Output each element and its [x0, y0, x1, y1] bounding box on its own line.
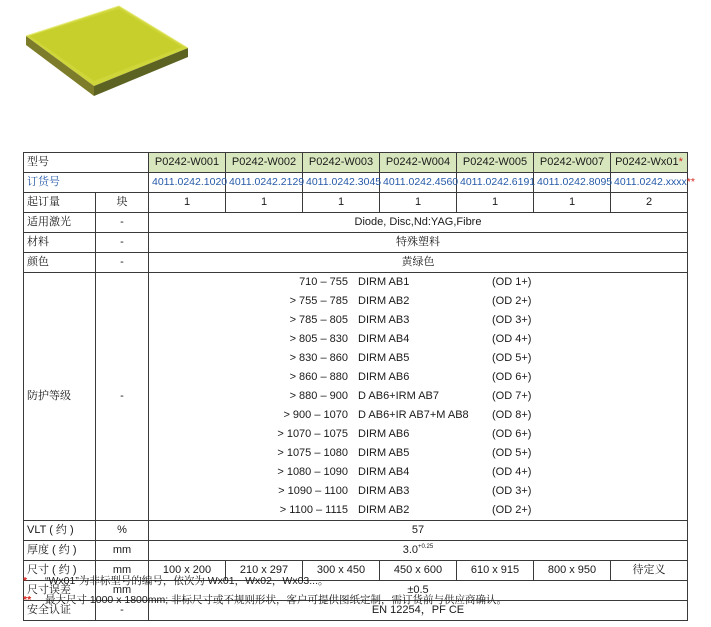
protection-grade: DIRM AB5: [358, 352, 410, 364]
size-tolerance-unit: mm: [96, 581, 149, 601]
protection-item: [152, 463, 684, 482]
protection-grade: DIRM AB1: [358, 276, 410, 288]
protection-grade: DIRM AB4: [358, 333, 410, 345]
wavelength-range: > 1100 – 1115: [279, 504, 348, 516]
min-order-value: 1: [380, 193, 457, 213]
size-value: 210 x 297: [226, 561, 303, 581]
vlt-row: [24, 521, 688, 541]
certification-label: 安全认证: [24, 601, 96, 621]
min-order-value: 1: [534, 193, 611, 213]
laser-filter-panel-image: [22, 4, 192, 104]
protection-item: [152, 311, 684, 330]
protection-grade: D AB6+IRM AB7: [358, 390, 440, 402]
wavelength-range: > 805 – 830: [289, 333, 348, 345]
protection-item: [152, 501, 684, 520]
wavelength-range: > 1080 – 1090: [277, 466, 348, 478]
optical-density: (OD 4+): [492, 333, 532, 345]
vlt-label: VLT ( 约 ): [24, 521, 96, 541]
optical-density: (OD 5+): [492, 352, 532, 364]
wavelength-range: > 1075 – 1080: [277, 447, 348, 459]
protection-grade: DIRM AB2: [358, 295, 410, 307]
thickness-tolerance: +0.25: [418, 544, 434, 550]
size-unit: mm: [96, 561, 149, 581]
order-number: 4011.0242.8095: [534, 173, 611, 193]
min-order-label: 起订量: [24, 193, 96, 213]
size-value: 待定义: [611, 561, 688, 581]
protection-grade: DIRM AB4: [358, 466, 410, 478]
optical-density: (OD 2+): [492, 295, 532, 307]
order-row: [24, 173, 688, 193]
order-number: 4011.0242.4560: [380, 173, 457, 193]
material-row: [24, 233, 688, 253]
optical-density: (OD 6+): [492, 428, 532, 440]
protection-list: [149, 273, 688, 521]
material-unit: -: [96, 233, 149, 253]
protection-item: [152, 349, 684, 368]
protection-item: [152, 444, 684, 463]
size-value: 800 x 950: [534, 561, 611, 581]
thickness-label: 厚度 ( 约 ): [24, 541, 96, 561]
laser-unit: -: [96, 213, 149, 233]
model-cell: P0242-W004: [380, 153, 457, 173]
footnote: [23, 591, 507, 610]
thickness-unit: mm: [96, 541, 149, 561]
certification-unit: -: [96, 601, 149, 621]
spec-table: [23, 152, 695, 621]
wavelength-range: > 1090 – 1100: [278, 485, 348, 497]
order-label: 订货号: [24, 173, 149, 193]
vlt-unit: %: [96, 521, 149, 541]
protection-grade: DIRM AB6: [358, 371, 410, 383]
wavelength-range: > 785 – 805: [289, 314, 348, 326]
model-cell: P0242-W005: [457, 153, 534, 173]
thickness-row: [24, 541, 688, 561]
size-value: 450 x 600: [380, 561, 457, 581]
laser-label: 适用激光: [24, 213, 96, 233]
min-order-value: 2: [611, 193, 688, 213]
color-unit: -: [96, 253, 149, 273]
order-number: 4011.0242.2129: [226, 173, 303, 193]
material-value: 特殊塑料: [149, 233, 688, 253]
wavelength-range: > 880 – 900: [289, 390, 348, 402]
protection-item: [152, 368, 684, 387]
wavelength-range: > 830 – 860: [289, 352, 348, 364]
min-order-value: 1: [149, 193, 226, 213]
size-tolerance-value: ±0.5: [149, 581, 688, 601]
wavelength-range: > 1070 – 1075: [277, 428, 348, 440]
size-label: 尺寸 ( 约 ): [24, 561, 96, 581]
size-value: 300 x 450: [303, 561, 380, 581]
min-order-row: [24, 193, 688, 213]
order-number: 4011.0242.xxxx**: [611, 173, 688, 193]
optical-density: (OD 2+): [492, 504, 532, 516]
color-label: 颜色: [24, 253, 96, 273]
footnote-text: “Wx01”为非标型号的编号，依次为 Wx01，Wx02，Wx03...。: [45, 575, 329, 587]
optical-density: (OD 5+): [492, 447, 532, 459]
protection-item: [152, 482, 684, 501]
footnote: [23, 572, 507, 591]
protection-grade: D AB6+IR AB7+M AB8: [358, 409, 469, 421]
order-number: 4011.0242.3045: [303, 173, 380, 193]
optical-density: (OD 6+): [492, 371, 532, 383]
thickness-value: $3.0^{+0.25}$: [149, 541, 688, 561]
footnote-mark: *: [23, 575, 28, 587]
protection-row: [24, 273, 688, 521]
wavelength-range: > 900 – 1070: [283, 409, 348, 421]
protection-item: [152, 273, 684, 292]
wavelength-range: 710 – 755: [299, 276, 348, 288]
protection-item: [152, 330, 684, 349]
optical-density: (OD 7+): [492, 390, 532, 402]
wavelength-range: > 860 – 880: [289, 371, 348, 383]
protection-item: [152, 292, 684, 311]
color-row: [24, 253, 688, 273]
order-number: 4011.0242.1020: [149, 173, 226, 193]
protection-grade: DIRM AB3: [358, 485, 410, 497]
vlt-value: 57: [149, 521, 688, 541]
model-cell: P0242-Wx01*: [611, 153, 688, 173]
size-value: 100 x 200: [149, 561, 226, 581]
protection-grade: DIRM AB5: [358, 447, 410, 459]
protection-grade: DIRM AB3: [358, 314, 410, 326]
optical-density: (OD 3+): [492, 485, 532, 497]
min-order-unit: 块: [96, 193, 149, 213]
model-cell: P0242-W003: [303, 153, 380, 173]
min-order-value: 1: [457, 193, 534, 213]
laser-row: [24, 213, 688, 233]
model-cell: P0242-W002: [226, 153, 303, 173]
protection-grade: DIRM AB2: [358, 504, 410, 516]
optical-density: (OD 1+): [492, 276, 532, 288]
size-value: 610 x 915: [457, 561, 534, 581]
min-order-value: 1: [303, 193, 380, 213]
protection-unit: -: [96, 273, 149, 521]
protection-grade: DIRM AB6: [358, 428, 410, 440]
optical-density: (OD 4+): [492, 466, 532, 478]
protection-item: [152, 425, 684, 444]
certification-value: EN 12254，PF CE: [149, 601, 688, 621]
model-cell: P0242-W001: [149, 153, 226, 173]
protection-item: [152, 387, 684, 406]
material-label: 材料: [24, 233, 96, 253]
model-label: 型号: [24, 153, 149, 173]
order-number: 4011.0242.6191: [457, 173, 534, 193]
optical-density: (OD 8+): [492, 409, 532, 421]
footnotes: [23, 572, 507, 610]
min-order-value: 1: [226, 193, 303, 213]
model-cell: P0242-W007: [534, 153, 611, 173]
size-tolerance-label: 尺寸误差: [24, 581, 96, 601]
protection-item: [152, 406, 684, 425]
laser-value: Diode, Disc,Nd:YAG,Fibre: [149, 213, 688, 233]
footnote-mark: **: [23, 594, 32, 606]
protection-label: 防护等级: [24, 273, 96, 521]
footnote-text: 最大尺寸 1000 x 1800mm; 非标尺寸或不规则形状，客户可提供图纸定制，需订货前与供应商确认。: [45, 594, 508, 606]
model-row: [24, 153, 688, 173]
color-value: 黄绿色: [149, 253, 688, 273]
wavelength-range: > 755 – 785: [289, 295, 348, 307]
optical-density: (OD 3+): [492, 314, 532, 326]
